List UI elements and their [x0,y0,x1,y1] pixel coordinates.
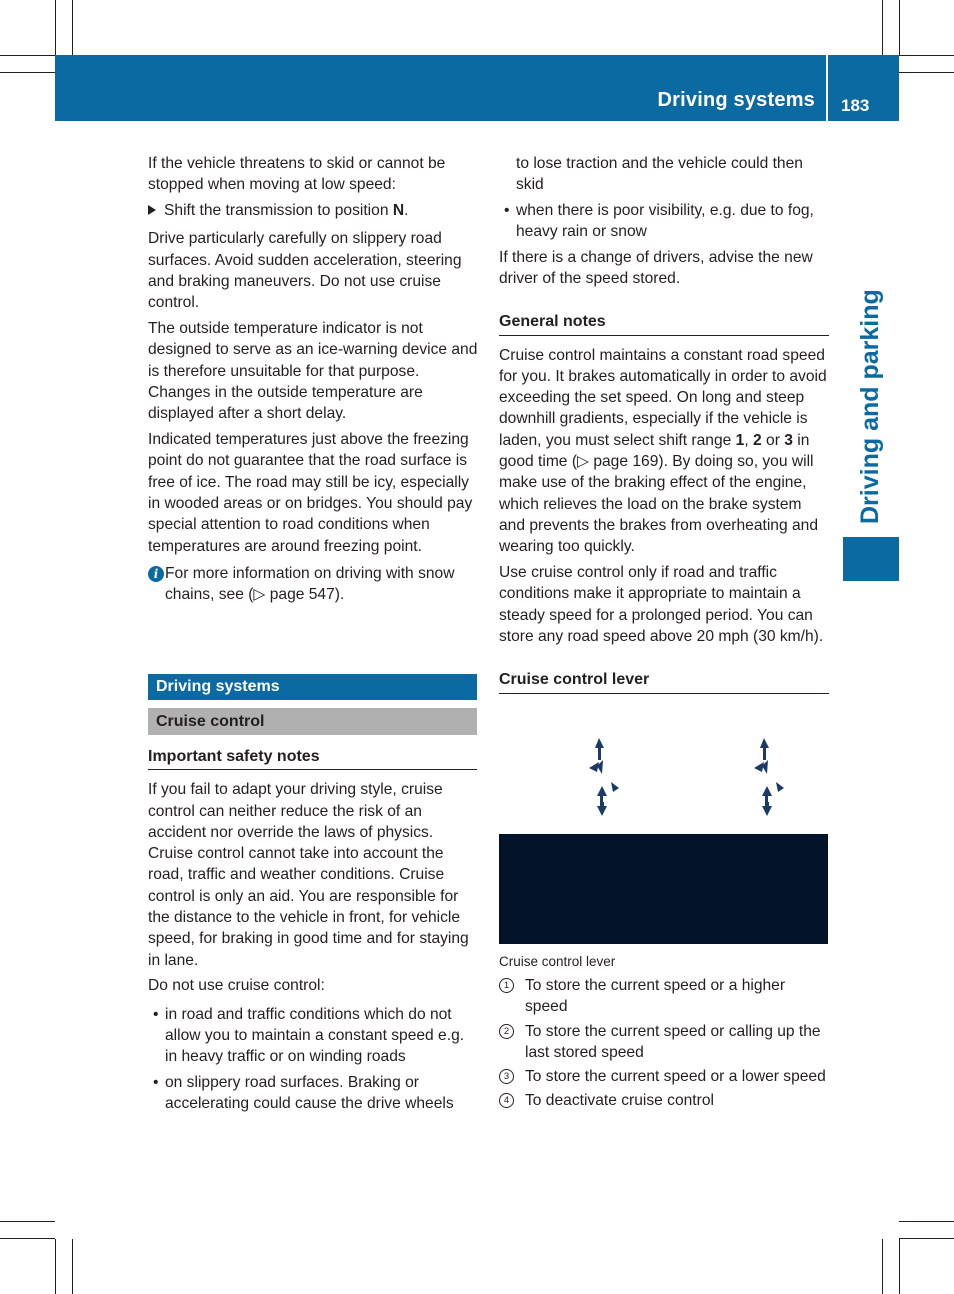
bold-run: 3 [784,431,793,449]
crop-mark [899,1239,900,1294]
crop-mark [882,1239,883,1294]
step-text: Shift the transmission to position [164,202,393,220]
text-run: , [744,431,753,449]
crop-mark [55,0,56,55]
left-column [148,153,478,605]
crop-mark [899,55,954,56]
paragraph: If you fail to adapt your driving style, cruise control can neither reduce the risk of an accident nor override the laws of physics. Cruise control cannot take into account the road, traffic and weather conditions. Cruise control is only an aid. You are responsible for the distance to the vehicle in front, for vehicle speed, for braking in good time and for staying in lane. [148,781,469,969]
subhead-general: General notes [499,311,829,335]
list-item [499,975,829,1018]
text-run: or [761,431,785,449]
arrow-down-icon [597,802,607,816]
item-number: 2 [499,1024,514,1039]
step-bold: N [392,202,405,220]
paragraph: If there is a change of drivers, advise the new driver of the speed stored. [499,248,813,287]
paragraph: Drive particularly carefully on slippery road surfaces. Avoid sudden acceleration, steering and braking maneuvers. Do not use cruise control. [148,230,462,312]
subhead-lever: Cruise control lever [499,669,829,693]
item-text: To store the current speed or a lower speed [525,1068,826,1086]
arrow-icon [762,760,768,774]
arrow-icon [611,782,619,792]
paragraph: Indicated temperatures just above the freezing point do not guarantee that the road surface is free of ice. The road may still be icy, especially in wooded areas or on bridges. You should pay special attention to road conditions when temperatures are around freezing point. [148,431,473,555]
subsection-heading: Cruise control [148,708,477,735]
lever-photo-area [499,834,828,944]
crop-mark [0,1221,55,1222]
left-arrow-group [589,738,619,816]
step-arrow-icon [148,205,156,215]
crop-mark [72,1239,73,1294]
paragraph: Do not use cruise control: [148,977,325,995]
side-tab-marker [843,537,899,581]
subhead-safety: Important safety notes [148,746,477,770]
text-run: Cruise control maintains a constant road speed for you. It brakes automatically in order to avoid exceeding the set speed. On long and steep downhill gradients, especially if the vehicle is laden, you must select shift range [499,346,827,449]
instruction-step [148,200,478,221]
side-tab-label: Driving and parking [856,289,884,524]
paragraph: to lose traction and the vehicle could then skid [516,155,803,194]
crop-mark [899,1238,954,1239]
info-icon: i [148,566,164,582]
crop-mark [0,1238,55,1239]
list-item [499,1021,829,1064]
paragraph: Use cruise control only if road and traffic conditions make it appropriate to maintain a steady speed for a prolonged period. You can store any road speed above 20 mph (30 km/h). [499,564,824,645]
bullet-item: • in road and traffic conditions which do not allow you to maintain a constant speed e.g. in heavy traffic or on winding roads [148,1004,477,1068]
bullet-item: • when there is poor visibility, e.g. due to fog, heavy rain or snow [499,200,829,243]
arrow-icon [597,760,603,774]
item-number: 3 [499,1069,514,1084]
crop-mark [72,0,73,55]
item-text: To store the current speed or calling up the last stored speed [525,1022,821,1061]
arrow-up-icon [760,738,769,760]
left-column-lower [148,746,477,1118]
cruise-control-figure [499,726,828,944]
crop-mark [882,0,883,55]
item-text: To store the current speed or a higher speed [525,977,786,1016]
right-arrow-group [754,738,784,816]
arrow-up-icon [595,738,604,760]
info-note [148,563,478,606]
paragraph [499,345,829,558]
bold-run: 1 [735,431,745,449]
bold-run: 2 [753,431,762,449]
figure-caption: Cruise control lever [499,954,616,969]
list-item [499,1066,829,1087]
info-text: For more information on driving with snow chains, see (▷ page 547). [165,564,455,604]
item-number: 1 [499,978,514,993]
page-number: 183 [841,96,870,115]
step-end: . [404,202,409,220]
header-divider [826,55,828,121]
crop-mark [0,72,55,73]
paragraph: If the vehicle threatens to skid or cannot be stopped when moving at low speed: [148,155,446,194]
lever-arrows-illustration [499,726,828,834]
header-title: Driving systems [657,89,815,111]
crop-mark [899,0,900,55]
section-heading: Driving systems [148,674,477,700]
crop-mark [0,55,55,56]
arrow-diag-icon [589,762,599,772]
page-header [55,55,899,121]
bullet-item: • on slippery road surfaces. Braking or accelerating could cause the drive wheels [148,1072,477,1115]
paragraph: The outside temperature indicator is not designed to serve as an ice-warning device and is therefore unsuitable for that purpose. Changes in the outside temperature are displayed after a short delay. [148,320,478,423]
right-column [499,153,829,703]
item-text: To deactivate cruise control [525,1092,714,1110]
text-run: in good time (▷ page 169). By doing so, you will make use of the braking effect of the engine, which relieves the load on the brake system and prevents the brakes from overheating and wearing too quickly. [499,431,819,556]
arrow-down-icon [762,802,772,816]
item-number: 4 [499,1093,514,1108]
crop-mark [55,1239,56,1294]
arrow-diag-icon [754,762,764,772]
numbered-list [499,975,829,1115]
list-item [499,1090,829,1111]
crop-mark [899,1221,954,1222]
crop-mark [899,72,954,73]
arrow-icon [776,782,784,792]
